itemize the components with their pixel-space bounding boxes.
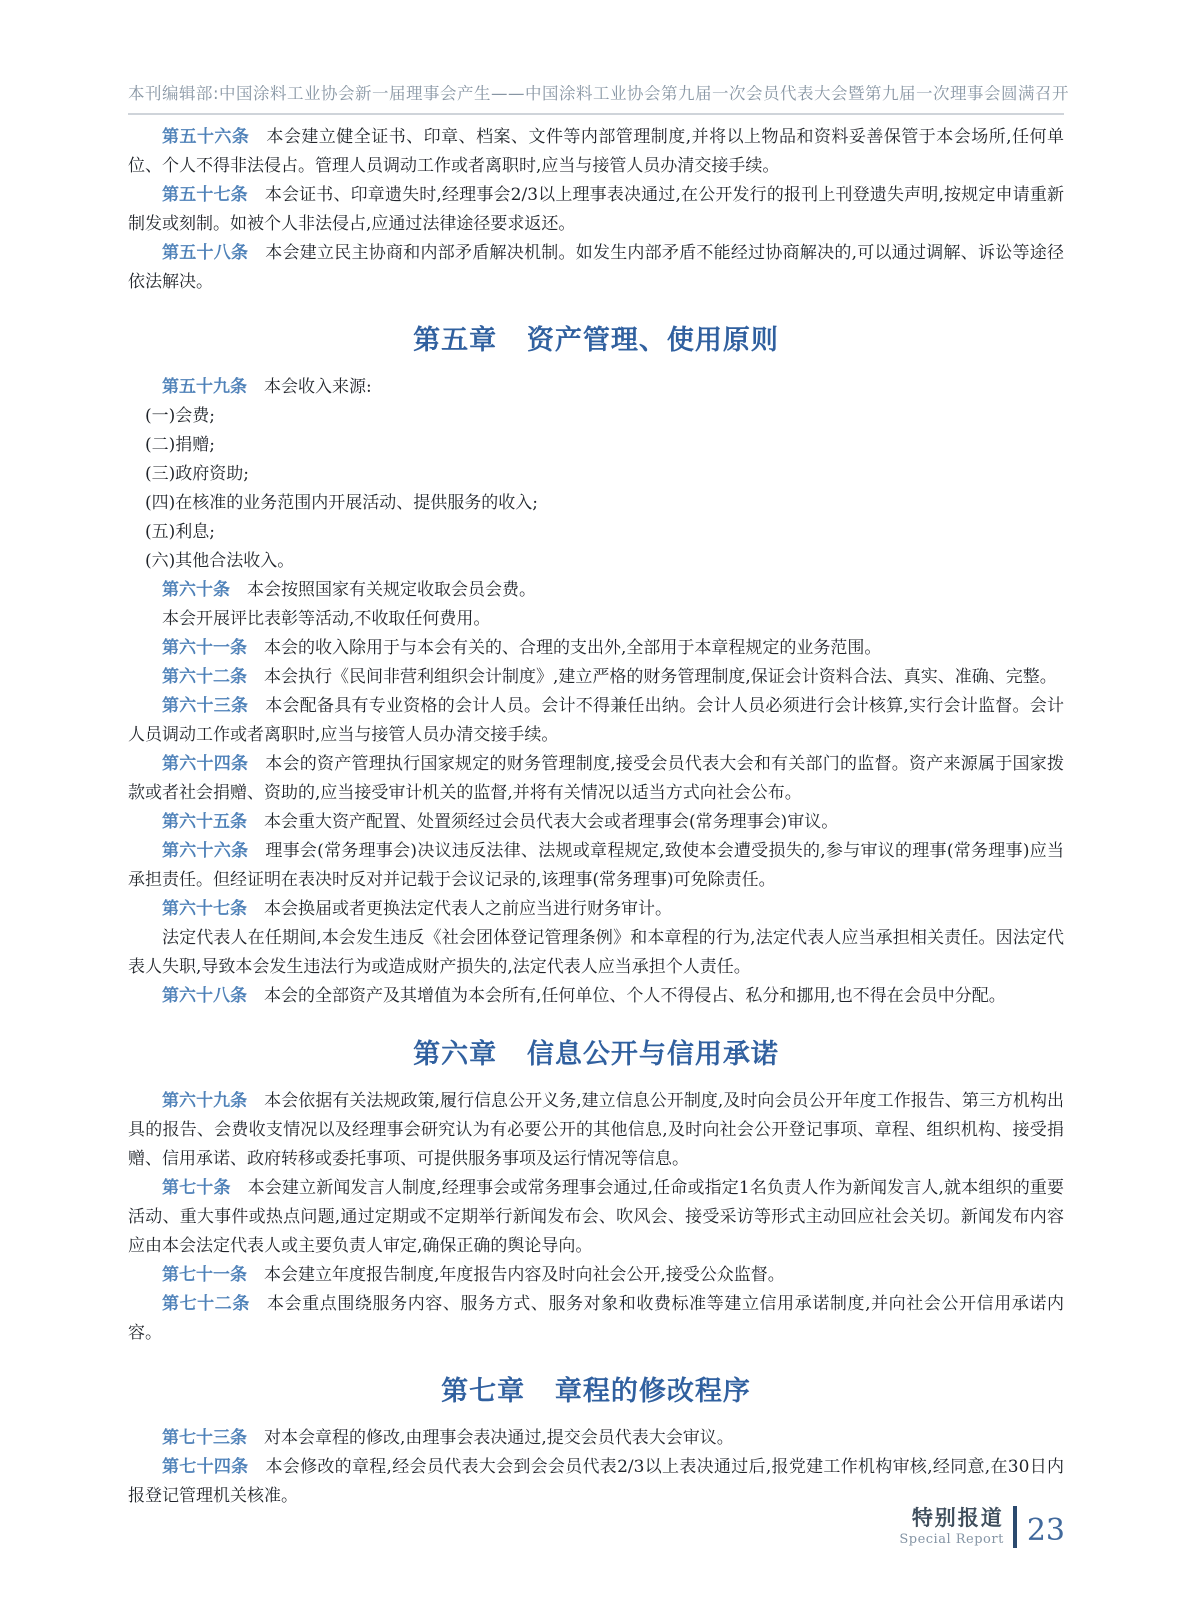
chapter-number: 第七章 [441,1376,526,1407]
article-number: 第五十九条 [162,377,247,397]
article-number: 第五十六条 [162,127,250,147]
paragraph-text: 理事会(常务理事会)决议违反法律、法规或章程规定,致使本会遭受损失的,参与审议的理事(常务理事)应当承担责任。但经证明在表决时反对并记载于会议记录的,该理事(常务理事)可免除责任。 [128,841,1064,890]
article-number: 第六十条 [162,580,230,600]
paragraph-text: (三)政府资助; [145,464,249,484]
article-paragraph [128,634,1064,663]
paragraph-text: (六)其他合法收入。 [145,551,295,571]
paragraph-text: 法定代表人在任期间,本会发生违反《社会团体登记管理条例》和本章程的行为,法定代表人应当承担相关责任。因法定代表人失职,导致本会发生违法行为或造成财产损失的,法定代表人应当承担个人责任。 [128,928,1064,977]
chapter-number: 第五章 [413,325,498,356]
paragraph-text: 本会重点围绕服务内容、服务方式、服务对象和收费标准等建立信用承诺制度,并向社会公开信用承诺内容。 [128,1294,1065,1343]
paragraph-text: 本会配备具有专业资格的会计人员。会计不得兼任出纳。会计人员必须进行会计核算,实行会计监督。会计人员调动工作或者离职时,应当与接管人员办清交接手续。 [128,696,1065,745]
page-footer [899,1506,1065,1548]
paragraph-text: 本会的收入除用于与本会有关的、合理的支出外,全部用于本章程规定的业务范围。 [264,638,882,658]
chapter-title: 章程的修改程序 [554,1376,751,1407]
article-paragraph [128,895,1064,924]
paragraph-text: 本会执行《民间非营利组织会计制度》,建立严格的财务管理制度,保证会计资料合法、真实、准确、完整。 [264,667,1057,687]
chapter-number: 第六章 [413,1039,498,1070]
article-paragraph [128,1290,1064,1348]
paragraph [128,431,1064,460]
article-number: 第六十二条 [162,667,247,687]
article-paragraph [128,373,1064,402]
paragraph [128,518,1064,547]
paragraph-text: 本会的资产管理执行国家规定的财务管理制度,接受会员代表大会和有关部门的监督。资产来源属于国家拨款或者社会捐赠、资助的,应当接受审计机关的监督,并将有关情况以适当方式向社会公布。 [128,754,1065,803]
paragraph-text: 对本会章程的修改,由理事会表决通过,提交会员代表大会审议。 [264,1428,734,1448]
article-number: 第七十二条 [162,1294,250,1314]
paragraph-text: (一)会费; [145,406,215,426]
paragraph [128,924,1064,982]
paragraph-text: 本会建立健全证书、印章、档案、文件等内部管理制度,并将以上物品和资料妥善保管于本会场所,任何单位、个人不得非法侵占。管理人员调动工作或者离职时,应当与接管人员办清交接手续。 [128,127,1064,176]
running-header-text: 本刊编辑部:中国涂料工业协会新一届理事会产生——中国涂料工业协会第九届一次会员代表大会暨第九届一次理事会圆满召开 [128,84,1070,103]
article-paragraph [128,239,1064,297]
article-paragraph [128,663,1064,692]
paragraph [128,489,1064,518]
article-paragraph [128,837,1064,895]
paragraph [128,402,1064,431]
paragraph-text: 本会收入来源: [264,377,372,397]
article-paragraph [128,692,1064,750]
article-number: 第五十七条 [162,185,248,205]
article-paragraph [128,1261,1064,1290]
paragraph-text: (四)在核准的业务范围内开展活动、提供服务的收入; [145,493,538,513]
paragraph-text: 本会证书、印章遗失时,经理事会2/3以上理事表决通过,在公开发行的报刊上刊登遗失声明,按规定申请重新制发或刻制。如被个人非法侵占,应通过法律途径要求返还。 [128,185,1064,234]
paragraph-text: 本会开展评比表彰等活动,不收取任何费用。 [162,609,491,629]
page-number: 23 [1026,1512,1065,1548]
article-paragraph [128,750,1064,808]
chapter-heading [128,1036,1064,1074]
paragraph [128,605,1064,634]
paragraph-text: 本会依据有关法规政策,履行信息公开义务,建立信息公开制度,及时向会员公开年度工作报告、第三方机构出具的报告、会费收支情况以及经理事会研究认为有必要公开的其他信息,及时向社会公开登记事项、章程、组织机构、接受捐赠、信用承诺、政府转移或委托事项、可提供服务事项及运行情况等信息。 [128,1091,1064,1169]
chapter-title: 信息公开与信用承诺 [526,1039,779,1070]
paragraph-text: (五)利息; [145,522,215,542]
article-number: 第七十一条 [162,1265,247,1285]
paragraph [128,547,1064,576]
article-number: 第六十五条 [162,812,247,832]
paragraph [128,460,1064,489]
article-paragraph [128,1087,1064,1174]
chapter-heading [128,1373,1064,1411]
paragraph-text: 本会建立年度报告制度,年度报告内容及时向社会公开,接受公众监督。 [264,1265,785,1285]
article-paragraph [128,808,1064,837]
paragraph-text: 本会建立民主协商和内部矛盾解决机制。如发生内部矛盾不能经过协商解决的,可以通过调解、诉讼等途径依法解决。 [128,243,1065,292]
footer-section-title-en: Special Report [899,1532,1004,1547]
article-number: 第六十七条 [162,899,247,919]
article-number: 第七十条 [162,1178,231,1198]
chapter-heading [128,322,1064,360]
article-number: 第六十三条 [162,696,249,716]
article-paragraph [128,1424,1064,1453]
article-paragraph [128,1174,1064,1261]
document-body [0,115,1187,1511]
paragraph-text: (二)捐赠; [145,435,215,455]
paragraph-text: 本会重大资产配置、处置须经过会员代表大会或者理事会(常务理事会)审议。 [264,812,839,832]
article-number: 第六十八条 [162,986,247,1006]
footer-section [899,1506,1012,1548]
paragraph-text: 本会按照国家有关规定收取会员会费。 [247,580,536,600]
article-paragraph [128,982,1064,1011]
paragraph-text: 本会换届或者更换法定代表人之前应当进行财务审计。 [264,899,672,919]
chapter-title: 资产管理、使用原则 [526,325,779,356]
article-number: 第六十九条 [162,1091,248,1111]
article-number: 第六十四条 [162,754,249,774]
paragraph-text: 本会的全部资产及其增值为本会所有,任何单位、个人不得侵占、私分和挪用,也不得在会员中分配。 [264,986,1006,1006]
article-paragraph [128,123,1064,181]
article-paragraph [128,181,1064,239]
article-number: 第五十八条 [162,243,249,263]
article-number: 第六十一条 [162,638,247,658]
paragraph-text: 本会建立新闻发言人制度,经理事会或常务理事会通过,任命或指定1名负责人作为新闻发言人,就本组织的重要活动、重大事件或热点问题,通过定期或不定期举行新闻发布会、吹风会、接受采访等形式主动回应社会关切。新闻发布内容应由本会法定代表人或主要负责人审定,确保正确的舆论导向。 [128,1178,1065,1256]
article-paragraph [128,1453,1064,1511]
article-number: 第七十四条 [162,1457,249,1477]
paragraph-text: 本会修改的章程,经会员代表大会到会会员代表2/3以上表决通过后,报党建工作机构审核,经同意,在30日内报登记管理机关核准。 [128,1457,1064,1506]
running-header [0,0,1187,104]
article-paragraph [128,576,1064,605]
article-number: 第六十六条 [162,841,249,861]
article-number: 第七十三条 [162,1428,247,1448]
footer-section-title-cn: 特别报道 [911,1506,1004,1530]
